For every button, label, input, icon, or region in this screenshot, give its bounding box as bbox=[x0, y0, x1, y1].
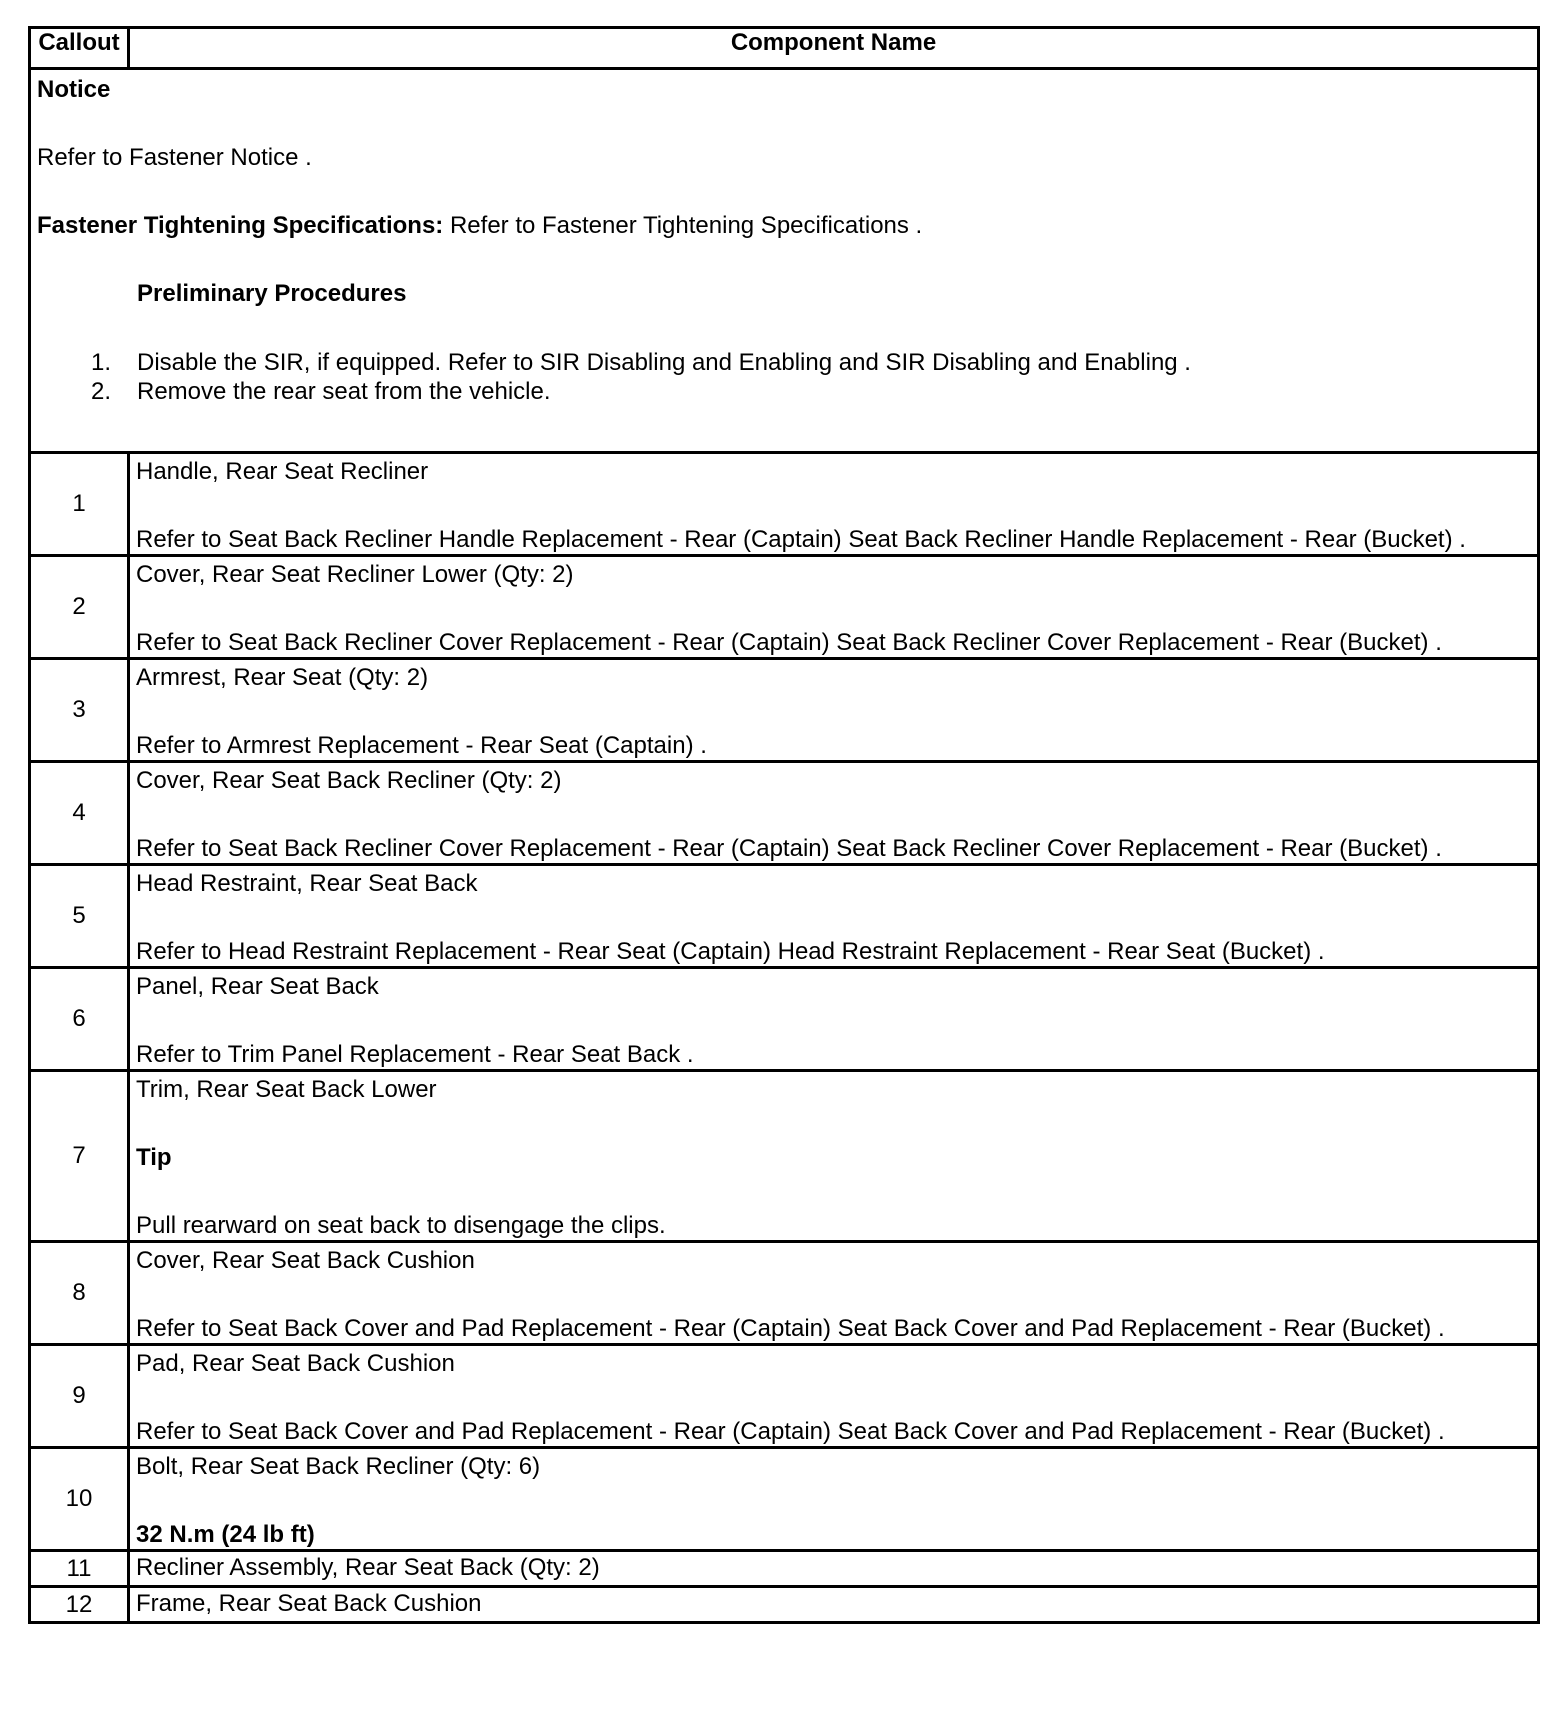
step-number: 1. bbox=[90, 349, 111, 376]
component-name: Cover, Rear Seat Back Recliner (Qty: 2) bbox=[136, 767, 562, 794]
preliminary-steps-list bbox=[37, 348, 1531, 406]
fastener-spec-label: Fastener Tightening Specifications: bbox=[37, 212, 444, 239]
component-name: Trim, Rear Seat Back Lower bbox=[136, 1076, 437, 1103]
tip-label: Tip bbox=[136, 1144, 172, 1171]
callout-number: 7 bbox=[30, 1071, 129, 1242]
component-cell bbox=[129, 968, 1539, 1071]
notice-title: Notice bbox=[37, 76, 111, 103]
table-row bbox=[30, 1071, 1539, 1242]
step-text: Remove the rear seat from the vehicle. bbox=[137, 378, 551, 405]
notice-refer-text: Refer to Fastener Notice . bbox=[37, 144, 312, 171]
step-text: Disable the SIR, if equipped. Refer to SIR Disabling and Enabling and SIR Disabling and Enabling . bbox=[137, 349, 1191, 376]
component-cell bbox=[129, 762, 1539, 865]
component-name: Head Restraint, Rear Seat Back bbox=[136, 870, 478, 897]
component-cell bbox=[129, 865, 1539, 968]
notice-cell bbox=[30, 69, 1539, 453]
list-item bbox=[37, 348, 1531, 377]
component-cell bbox=[129, 1448, 1539, 1551]
component-detail: Refer to Seat Back Recliner Cover Replacement - Rear (Captain) Seat Back Recliner Cover Replacement - Rear (Bucket) . bbox=[136, 629, 1442, 656]
callout-number: 2 bbox=[30, 556, 129, 659]
fastener-spec-text: Refer to Fastener Tightening Specifications . bbox=[443, 212, 923, 239]
table-row bbox=[30, 1345, 1539, 1448]
table-row bbox=[30, 453, 1539, 556]
table-row bbox=[30, 1587, 1539, 1623]
component-name-header: Component Name bbox=[129, 28, 1539, 69]
step-number: 2. bbox=[90, 378, 111, 405]
component-cell bbox=[129, 659, 1539, 762]
component-name: Pad, Rear Seat Back Cushion bbox=[136, 1350, 455, 1377]
callout-number: 12 bbox=[30, 1587, 129, 1623]
component-table bbox=[28, 26, 1540, 1624]
component-detail: Refer to Seat Back Cover and Pad Replacement - Rear (Captain) Seat Back Cover and Pad Replacement - Rear (Bucket) . bbox=[136, 1418, 1445, 1445]
table-row bbox=[30, 1551, 1539, 1587]
component-detail: Refer to Seat Back Cover and Pad Replacement - Rear (Captain) Seat Back Cover and Pad Replacement - Rear (Bucket) . bbox=[136, 1315, 1445, 1342]
component-name: Cover, Rear Seat Recliner Lower (Qty: 2) bbox=[136, 561, 574, 588]
component-name: Recliner Assembly, Rear Seat Back (Qty: 2) bbox=[129, 1551, 1539, 1587]
table-row bbox=[30, 968, 1539, 1071]
callout-header: Callout bbox=[30, 28, 129, 69]
table-row bbox=[30, 1242, 1539, 1345]
component-name: Cover, Rear Seat Back Cushion bbox=[136, 1247, 475, 1274]
notice-row bbox=[30, 69, 1539, 453]
callout-number: 10 bbox=[30, 1448, 129, 1551]
table-row bbox=[30, 556, 1539, 659]
torque-spec: 32 N.m (24 lb ft) bbox=[136, 1521, 315, 1548]
component-name: Armrest, Rear Seat (Qty: 2) bbox=[136, 664, 429, 691]
component-name: Handle, Rear Seat Recliner bbox=[136, 458, 429, 485]
component-detail: Refer to Head Restraint Replacement - Rear Seat (Captain) Head Restraint Replacement - Rear Seat (Bucket) . bbox=[136, 938, 1325, 965]
callout-number: 3 bbox=[30, 659, 129, 762]
callout-number: 9 bbox=[30, 1345, 129, 1448]
component-cell bbox=[129, 1242, 1539, 1345]
component-name: Frame, Rear Seat Back Cushion bbox=[129, 1587, 1539, 1623]
component-detail: Refer to Armrest Replacement - Rear Seat (Captain) . bbox=[136, 732, 707, 759]
callout-number: 11 bbox=[30, 1551, 129, 1587]
callout-number: 4 bbox=[30, 762, 129, 865]
component-cell bbox=[129, 1345, 1539, 1448]
table-row bbox=[30, 1448, 1539, 1551]
component-detail: Pull rearward on seat back to disengage the clips. bbox=[136, 1212, 666, 1239]
callout-number: 1 bbox=[30, 453, 129, 556]
component-detail: Refer to Seat Back Recliner Cover Replacement - Rear (Captain) Seat Back Recliner Cover Replacement - Rear (Bucket) . bbox=[136, 835, 1442, 862]
callout-number: 8 bbox=[30, 1242, 129, 1345]
table-row bbox=[30, 762, 1539, 865]
preliminary-procedures-title: Preliminary Procedures bbox=[137, 280, 407, 307]
component-detail: Refer to Seat Back Recliner Handle Replacement - Rear (Captain) Seat Back Recliner Handle Replacement - Rear (Bucket) . bbox=[136, 526, 1466, 553]
component-cell bbox=[129, 1071, 1539, 1242]
table-row bbox=[30, 865, 1539, 968]
callout-number: 6 bbox=[30, 968, 129, 1071]
table-row bbox=[30, 659, 1539, 762]
component-name: Bolt, Rear Seat Back Recliner (Qty: 6) bbox=[136, 1453, 541, 1480]
callout-number: 5 bbox=[30, 865, 129, 968]
component-detail: Refer to Trim Panel Replacement - Rear Seat Back . bbox=[136, 1041, 694, 1068]
component-name: Panel, Rear Seat Back bbox=[136, 973, 379, 1000]
table-header-row bbox=[30, 28, 1539, 69]
component-cell bbox=[129, 453, 1539, 556]
component-cell bbox=[129, 556, 1539, 659]
list-item bbox=[37, 377, 1531, 406]
fastener-spec-line bbox=[37, 212, 1531, 240]
